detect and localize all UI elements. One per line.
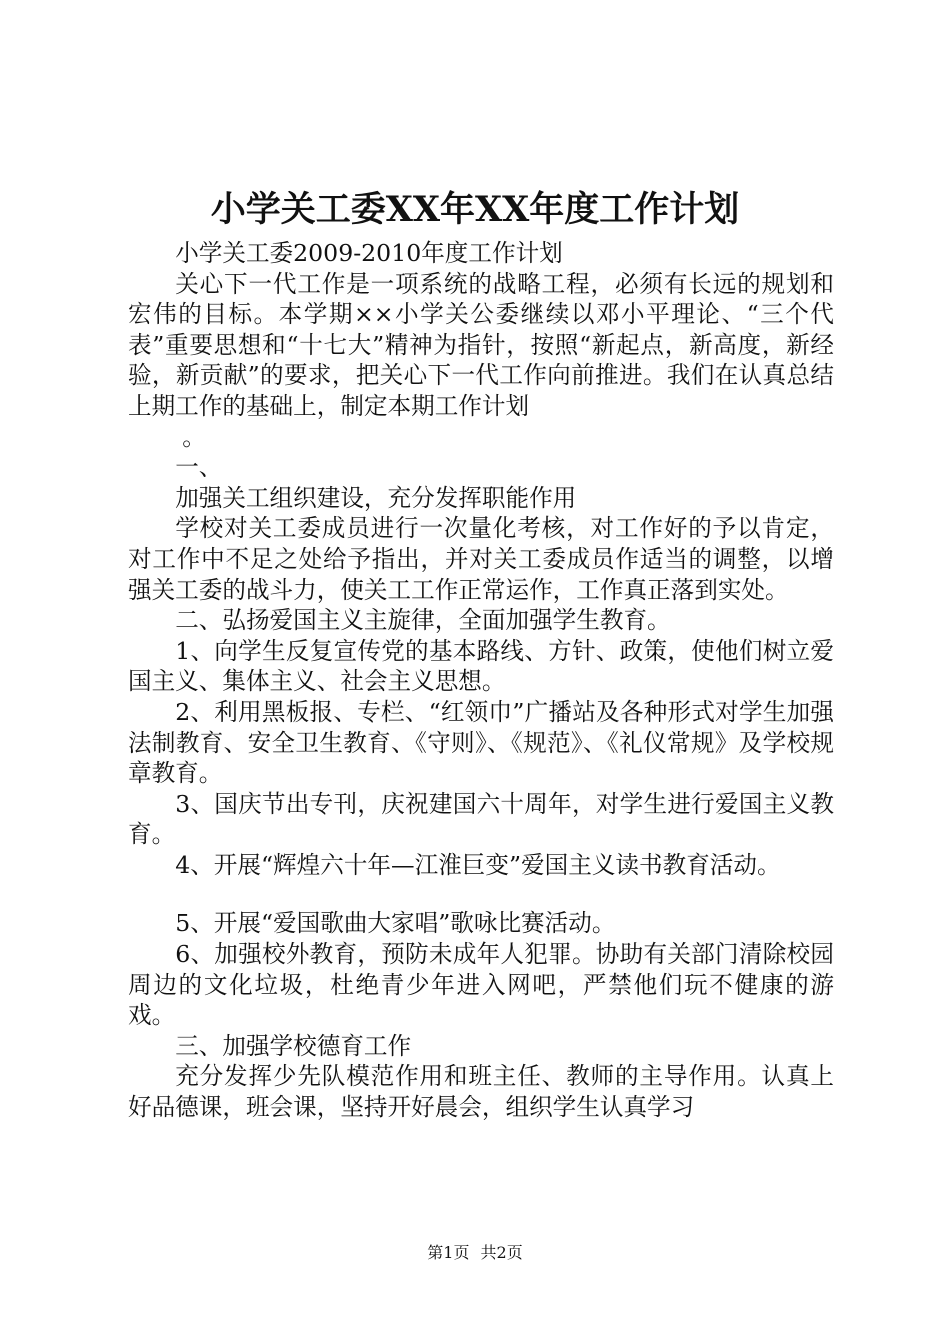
list-item: 3、国庆节出专刊，庆祝建国六十周年，对学生进行爱国主义教育。 <box>128 789 834 849</box>
section-one-number: 一、 <box>175 453 223 482</box>
subtitle-paragraph: 小学关工委2009-2010年度工作计划 <box>175 239 563 267</box>
document-title: 小学关工委XX年XX年度工作计划 <box>210 189 740 230</box>
section-one-paragraph: 学校对关工委成员进行一次量化考核，对工作好的予以肯定，对工作中不足之处给予指出，并对关工委成员作适当的调整，以增强关工委的战斗力，使关工工作正常运作，工作真正落到实处。 <box>128 514 834 604</box>
section-three-heading: 三、加强学校德育工作 <box>175 1031 412 1060</box>
list-item: 5、开展“爱国歌曲大家唱”歌咏比赛活动。 <box>175 909 616 938</box>
list-item: 2、利用黑板报、专栏、“红领巾”广播站及各种形式对学生加强法制教育、安全卫生教育、《守则》、《规范》、《礼仪常规》及学校规章教育。 <box>128 697 834 788</box>
section-three-paragraph: 充分发挥少先队模范作用和班主任、教师的主导作用。认真上好品德课，班会课，坚持开好晨会，组织学生认真学习 <box>128 1062 834 1122</box>
list-item: 6、加强校外教育，预防未成年人犯罪。协助有关部门清除校园周边的文化垃圾，杜绝青少年进入网吧，严禁他们玩不健康的游戏。 <box>128 940 834 1030</box>
blank-line <box>128 880 834 908</box>
list-item: 1、向学生反复宣传党的基本路线、方针、政策，使他们树立爱国主义、集体主义、社会主义思想。 <box>128 636 834 696</box>
page-number: 第1页 <box>427 1243 470 1262</box>
intro-paragraph: 关心下一代工作是一项系统的战略工程，必须有长远的规划和宏伟的目标。本学期××小学关公委继续以邓小平理论、“三个代表”重要思想和“十七大”精神为指针，按照“新起点，新高度，新经验，新贡献”的要求，把关心下一代工作向前推进。我们在认真总结上期工作的基础上，制定本期工作计划 <box>128 269 834 420</box>
list-item: 4、开展“辉煌六十年—江淮巨变”爱国主义读书教育活动。 <box>175 850 781 879</box>
section-one-heading: 加强关工组织建设，充分发挥职能作用 <box>175 483 577 512</box>
page-total: 共2页 <box>480 1243 523 1262</box>
section-two-heading: 二、弘扬爱国主义主旋律，全面加强学生教育。 <box>175 606 671 635</box>
page-footer <box>0 1242 950 1264</box>
document-body <box>128 238 834 1123</box>
period-paragraph: 。 <box>182 422 206 451</box>
